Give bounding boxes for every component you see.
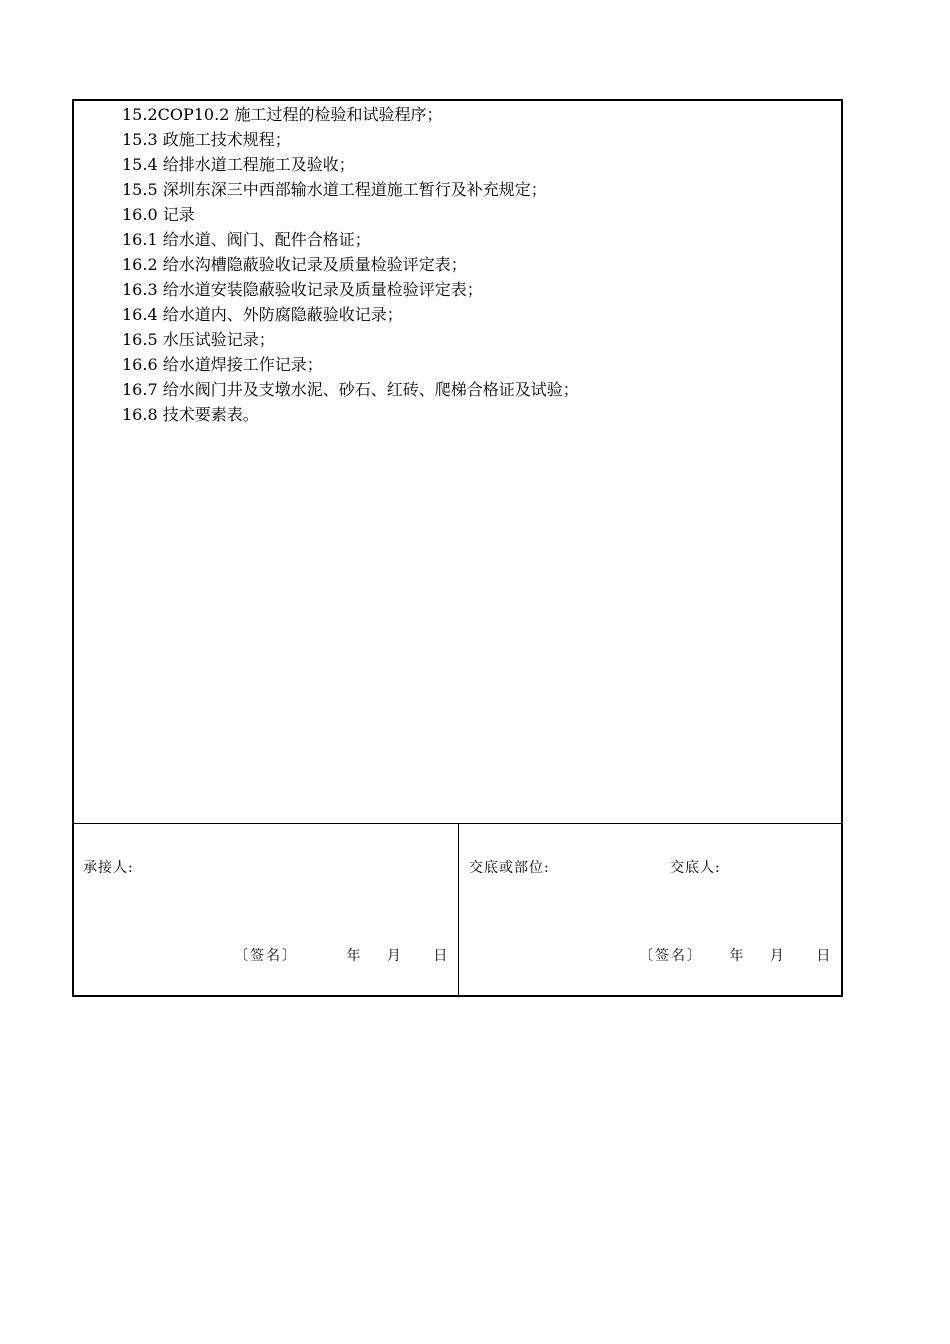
list-item: 15.3 政施工技术规程； <box>122 130 291 149</box>
list-item: 16.7 给水阀门井及支墩水泥、砂石、红砖、爬梯合格证及试验； <box>122 380 579 399</box>
receiver-label: 承接人: <box>83 860 134 876</box>
list-item: 16.2 给水沟槽隐蔽验收记录及质量检验评定表； <box>122 255 467 274</box>
month-label: 月 <box>386 948 403 964</box>
list-item: 15.5 深圳东深三中西部输水道工程道施工暂行及补充规定； <box>122 180 547 199</box>
year-label: 年 <box>729 948 746 964</box>
list-item: 16.4 给水道内、外防腐隐蔽验收记录； <box>122 305 403 324</box>
list-item: 16.5 水压试验记录； <box>122 330 275 349</box>
month-label: 月 <box>769 948 786 964</box>
signature-label: 〔签名〕 <box>639 948 703 964</box>
receiver-sign-cell <box>74 824 459 995</box>
list-item: 16.8 技术要素表。 <box>122 405 259 424</box>
list-item: 16.0 记录 <box>122 205 195 224</box>
list-item: 16.6 给水道焊接工作记录； <box>122 355 323 374</box>
signature-label: 〔签名〕 <box>234 948 298 964</box>
day-label: 日 <box>433 948 450 964</box>
content-cell <box>74 101 841 824</box>
presenter-label: 交底人: <box>670 860 721 876</box>
presenter-signature-line <box>639 945 832 965</box>
reference-list <box>122 102 579 427</box>
presenter-sign-cell <box>459 824 841 995</box>
list-item: 16.3 给水道安装隐蔽验收记录及质量检验评定表； <box>122 280 483 299</box>
list-item: 16.1 给水道、阀门、配件合格证； <box>122 230 371 249</box>
location-label: 交底或部位: <box>469 860 550 876</box>
list-item: 15.4 给排水道工程施工及验收； <box>122 155 355 174</box>
receiver-signature-line <box>234 945 449 965</box>
handover-table <box>72 99 843 997</box>
day-label: 日 <box>816 948 833 964</box>
list-item: 15.2COP10.2 施工过程的检验和试验程序； <box>122 105 443 124</box>
year-label: 年 <box>346 948 363 964</box>
